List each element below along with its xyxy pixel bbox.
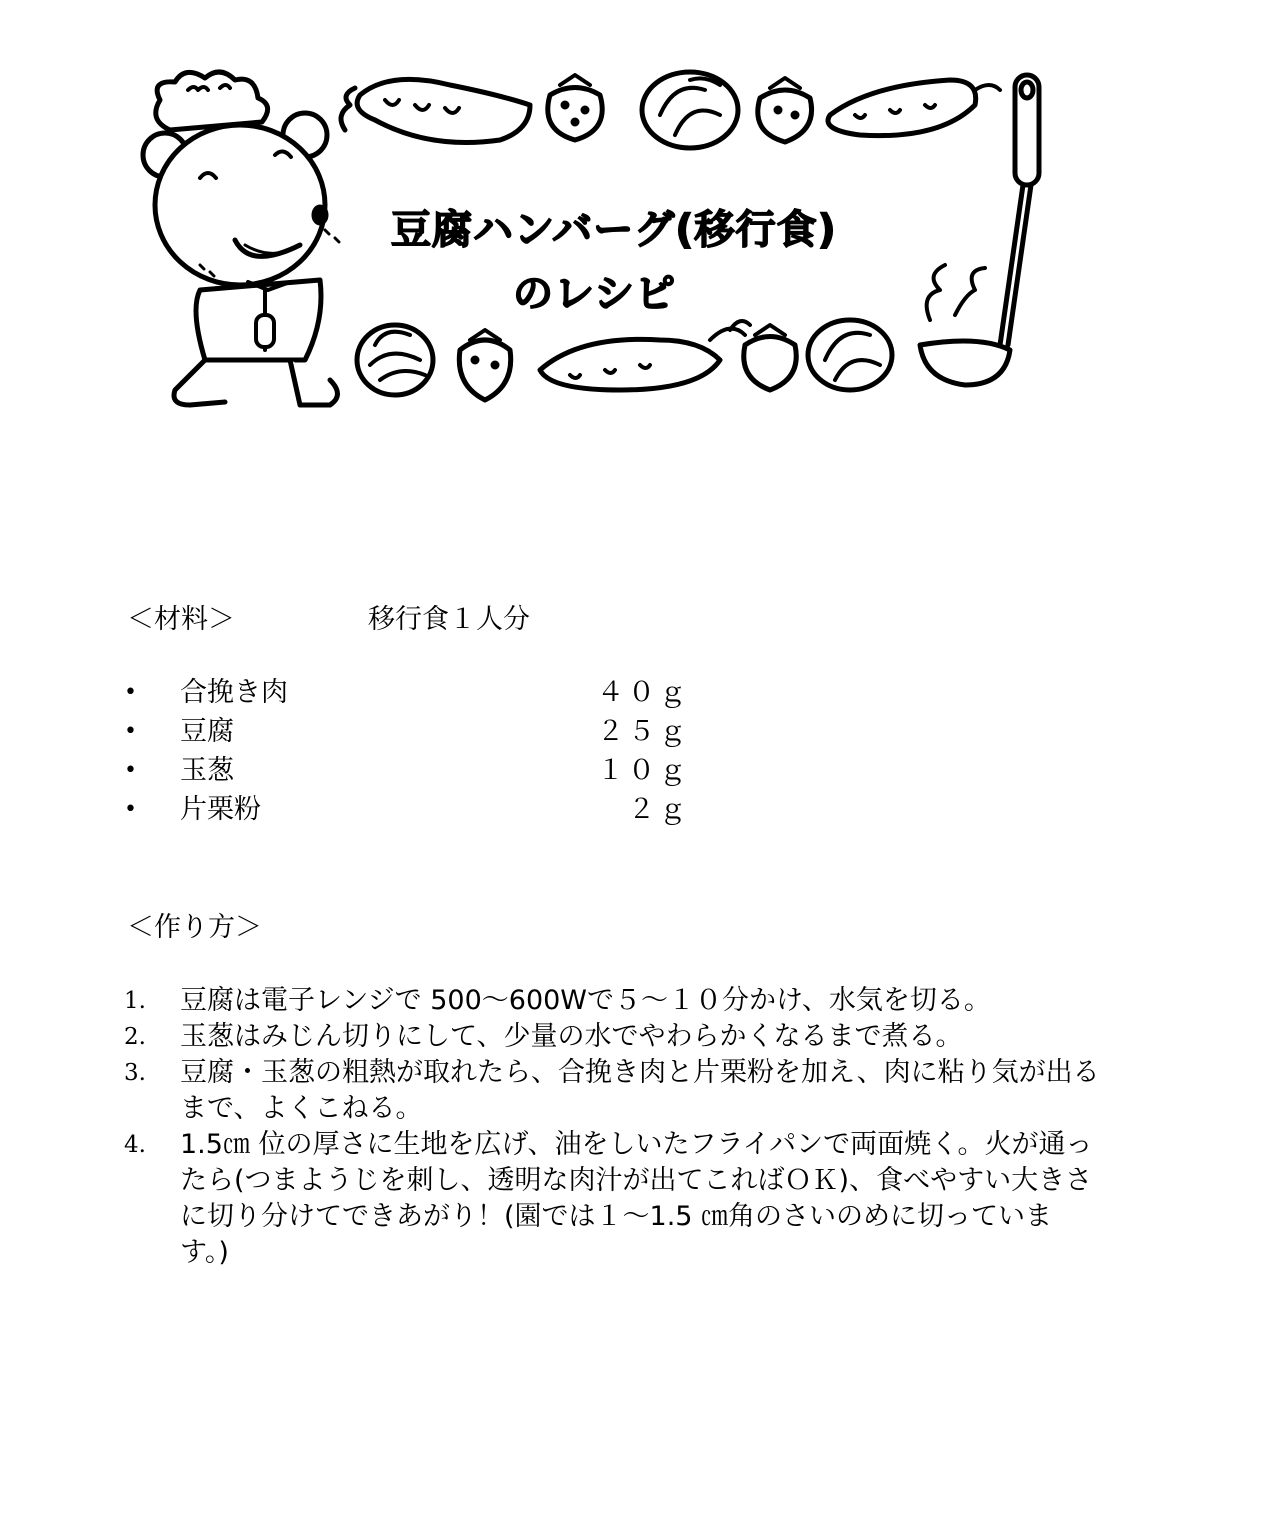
bullet: • <box>124 797 137 822</box>
strawberry-icon <box>459 330 510 400</box>
cabbage-icon <box>808 320 892 390</box>
step-number: 1. <box>124 988 146 1014</box>
step-number: 2. <box>124 1024 146 1050</box>
sweet-potato-icon <box>828 80 1000 136</box>
method-heading: ＜作り方＞ <box>127 912 262 943</box>
ingredient-amount: １０ｇ <box>597 755 690 786</box>
ingredient-item <box>120 712 720 751</box>
steam-icon <box>927 265 985 320</box>
serving-size: 移行食１人分 <box>368 604 530 635</box>
ingredient-item <box>120 751 720 790</box>
ingredient-amount: ２５ｇ <box>597 716 690 747</box>
strawberry-icon <box>758 78 812 142</box>
ingredient-item <box>120 673 720 712</box>
step-item <box>120 983 1100 1019</box>
step-text: 玉葱はみじん切りにして、少量の水でやわらかくなるまで煮る。 <box>180 1021 963 1052</box>
step-text: 1.5㎝ 位の厚さに生地を広げ、油をしいたフライパンで両面焼く。火が通ったら(つまようじを刺し、透明な肉汁が出てこればＯＫ)、食べやすい大きさに切り分けてできあがり！(園では１～1.5 ㎝角のさいのめに切っています。) <box>180 1129 1093 1268</box>
recipe-title-line2: のレシピ <box>513 271 676 317</box>
bullet: • <box>124 719 137 744</box>
chef-bear-icon <box>143 72 339 405</box>
step-item <box>120 1055 1100 1127</box>
ingredient-amount: ４０ｇ <box>597 677 690 708</box>
step-text: 豆腐は電子レンジで 500～600Wで５～１０分かけ、水気を切る。 <box>180 985 991 1016</box>
step-number: 4. <box>124 1132 146 1158</box>
bullet: • <box>124 758 137 783</box>
onion-icon <box>357 325 433 395</box>
step-number: 3. <box>124 1060 146 1086</box>
materials-heading: ＜材料＞ <box>127 604 235 635</box>
step-item <box>120 1127 1100 1271</box>
step-item <box>120 1019 1100 1055</box>
ingredient-amount: ２ｇ <box>628 794 690 825</box>
recipe-title-line1: 豆腐ハンバーグ(移行食) <box>391 207 837 253</box>
fish-icon <box>341 79 530 142</box>
step-text: 豆腐・玉葱の粗熱が取れたら、合挽き肉と片栗粉を加え、肉に粘り気が出るまで、よくこねる。 <box>180 1057 1100 1124</box>
ingredient-name: 玉葱 <box>180 755 234 786</box>
strawberry-icon <box>548 75 602 140</box>
cabbage-icon <box>642 72 738 148</box>
ingredient-name: 合挽き肉 <box>180 677 288 708</box>
step-list <box>120 983 1100 1271</box>
bullet: • <box>124 680 137 705</box>
ingredient-list <box>120 673 720 829</box>
ingredient-name: 豆腐 <box>180 716 234 747</box>
sweet-potato-icon <box>540 321 750 390</box>
ingredient-name: 片栗粉 <box>180 794 261 825</box>
strawberry-icon <box>744 325 797 390</box>
ingredient-item <box>120 790 720 829</box>
